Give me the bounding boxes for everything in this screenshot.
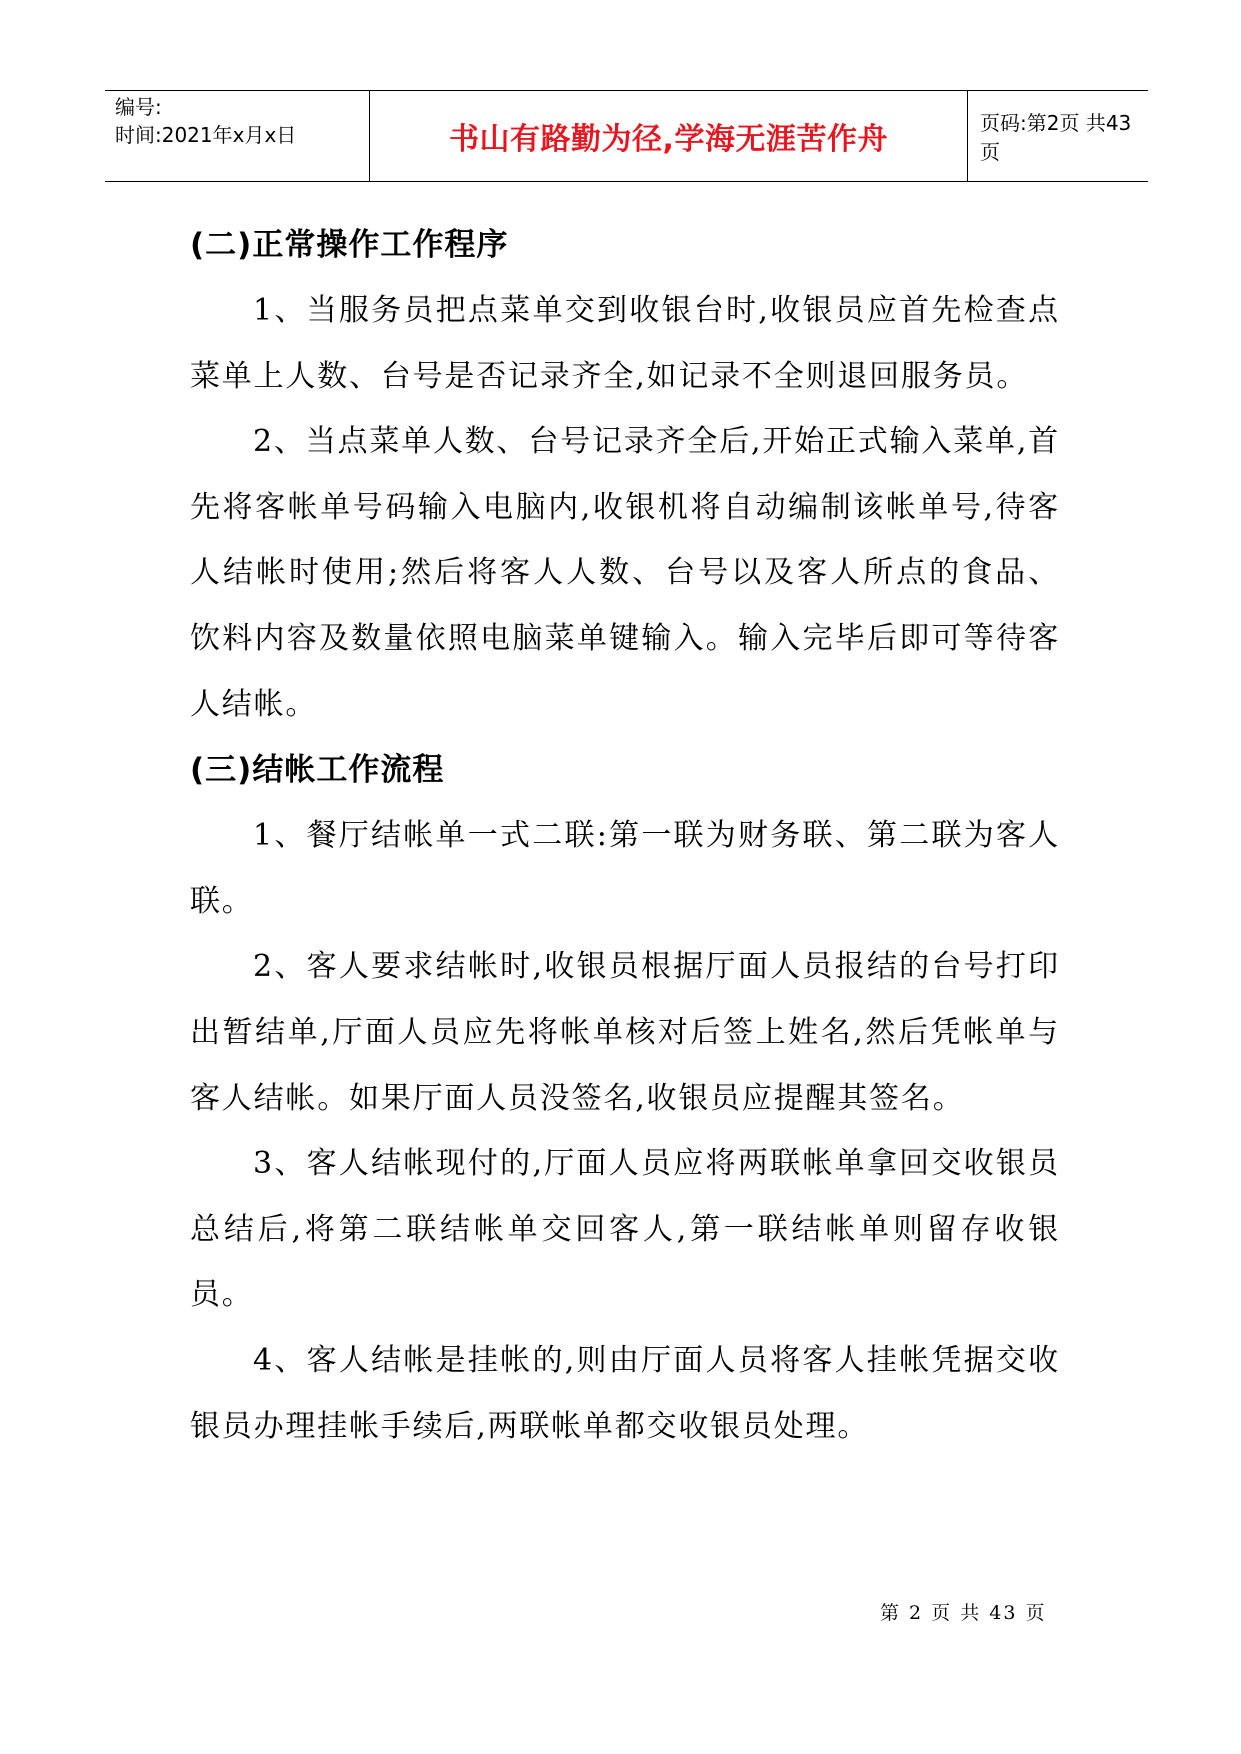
footer-page-number: 第 2 页 共 43 页 — [880, 1602, 1047, 1624]
page-header — [105, 90, 1148, 182]
page-footer — [880, 1598, 1046, 1625]
date-label: 时间:2021年x月x日 — [115, 123, 297, 147]
page-info-text: 页码:第2页 共43页 — [980, 111, 1132, 164]
document-body — [190, 212, 1060, 1459]
serial-number-label: 编号: — [115, 95, 162, 119]
paragraph: 1、餐厅结帐单一式二联:第一联为财务联、第二联为客人联。 — [190, 818, 1060, 919]
section-title: (二)正常操作工作程序 — [190, 227, 509, 263]
header-motto-cell — [370, 91, 968, 181]
header-motto: 书山有路勤为径,学海无涯苦作舟 — [449, 122, 888, 157]
paragraph: 2、当点菜单人数、台号记录齐全后,开始正式输入菜单,首先将客帐单号码输入电脑内,收银机将自动编制该帐单号,待客人结帐时使用;然后将客人人数、台号以及客人所点的食品、饮料内容及数量依照电脑菜单键输入。输入完毕后即可等待客人结帐。 — [190, 424, 1060, 722]
paragraph: 2、客人要求结帐时,收银员根据厅面人员报结的台号打印出暂结单,厅面人员应先将帐单核对后签上姓名,然后凭帐单与客人结帐。如果厅面人员没签名,收银员应提醒其签名。 — [190, 949, 1060, 1116]
paragraph: 1、当服务员把点菜单交到收银台时,收银员应首先检查点菜单上人数、台号是否记录齐全,如记录不全则退回服务员。 — [190, 293, 1060, 394]
header-page-info — [968, 91, 1148, 181]
section-title: (三)结帐工作流程 — [190, 752, 445, 789]
paragraph: 4、客人结帐是挂帐的,则由厅面人员将客人挂帐凭据交收银员办理挂帐手续后,两联帐单都交收银员处理。 — [190, 1342, 1060, 1444]
header-meta — [105, 91, 370, 181]
paragraph: 3、客人结帐现付的,厅面人员应将两联帐单拿回交收银员总结后,将第二联结帐单交回客人,第一联结帐单则留存收银员。 — [190, 1146, 1060, 1313]
